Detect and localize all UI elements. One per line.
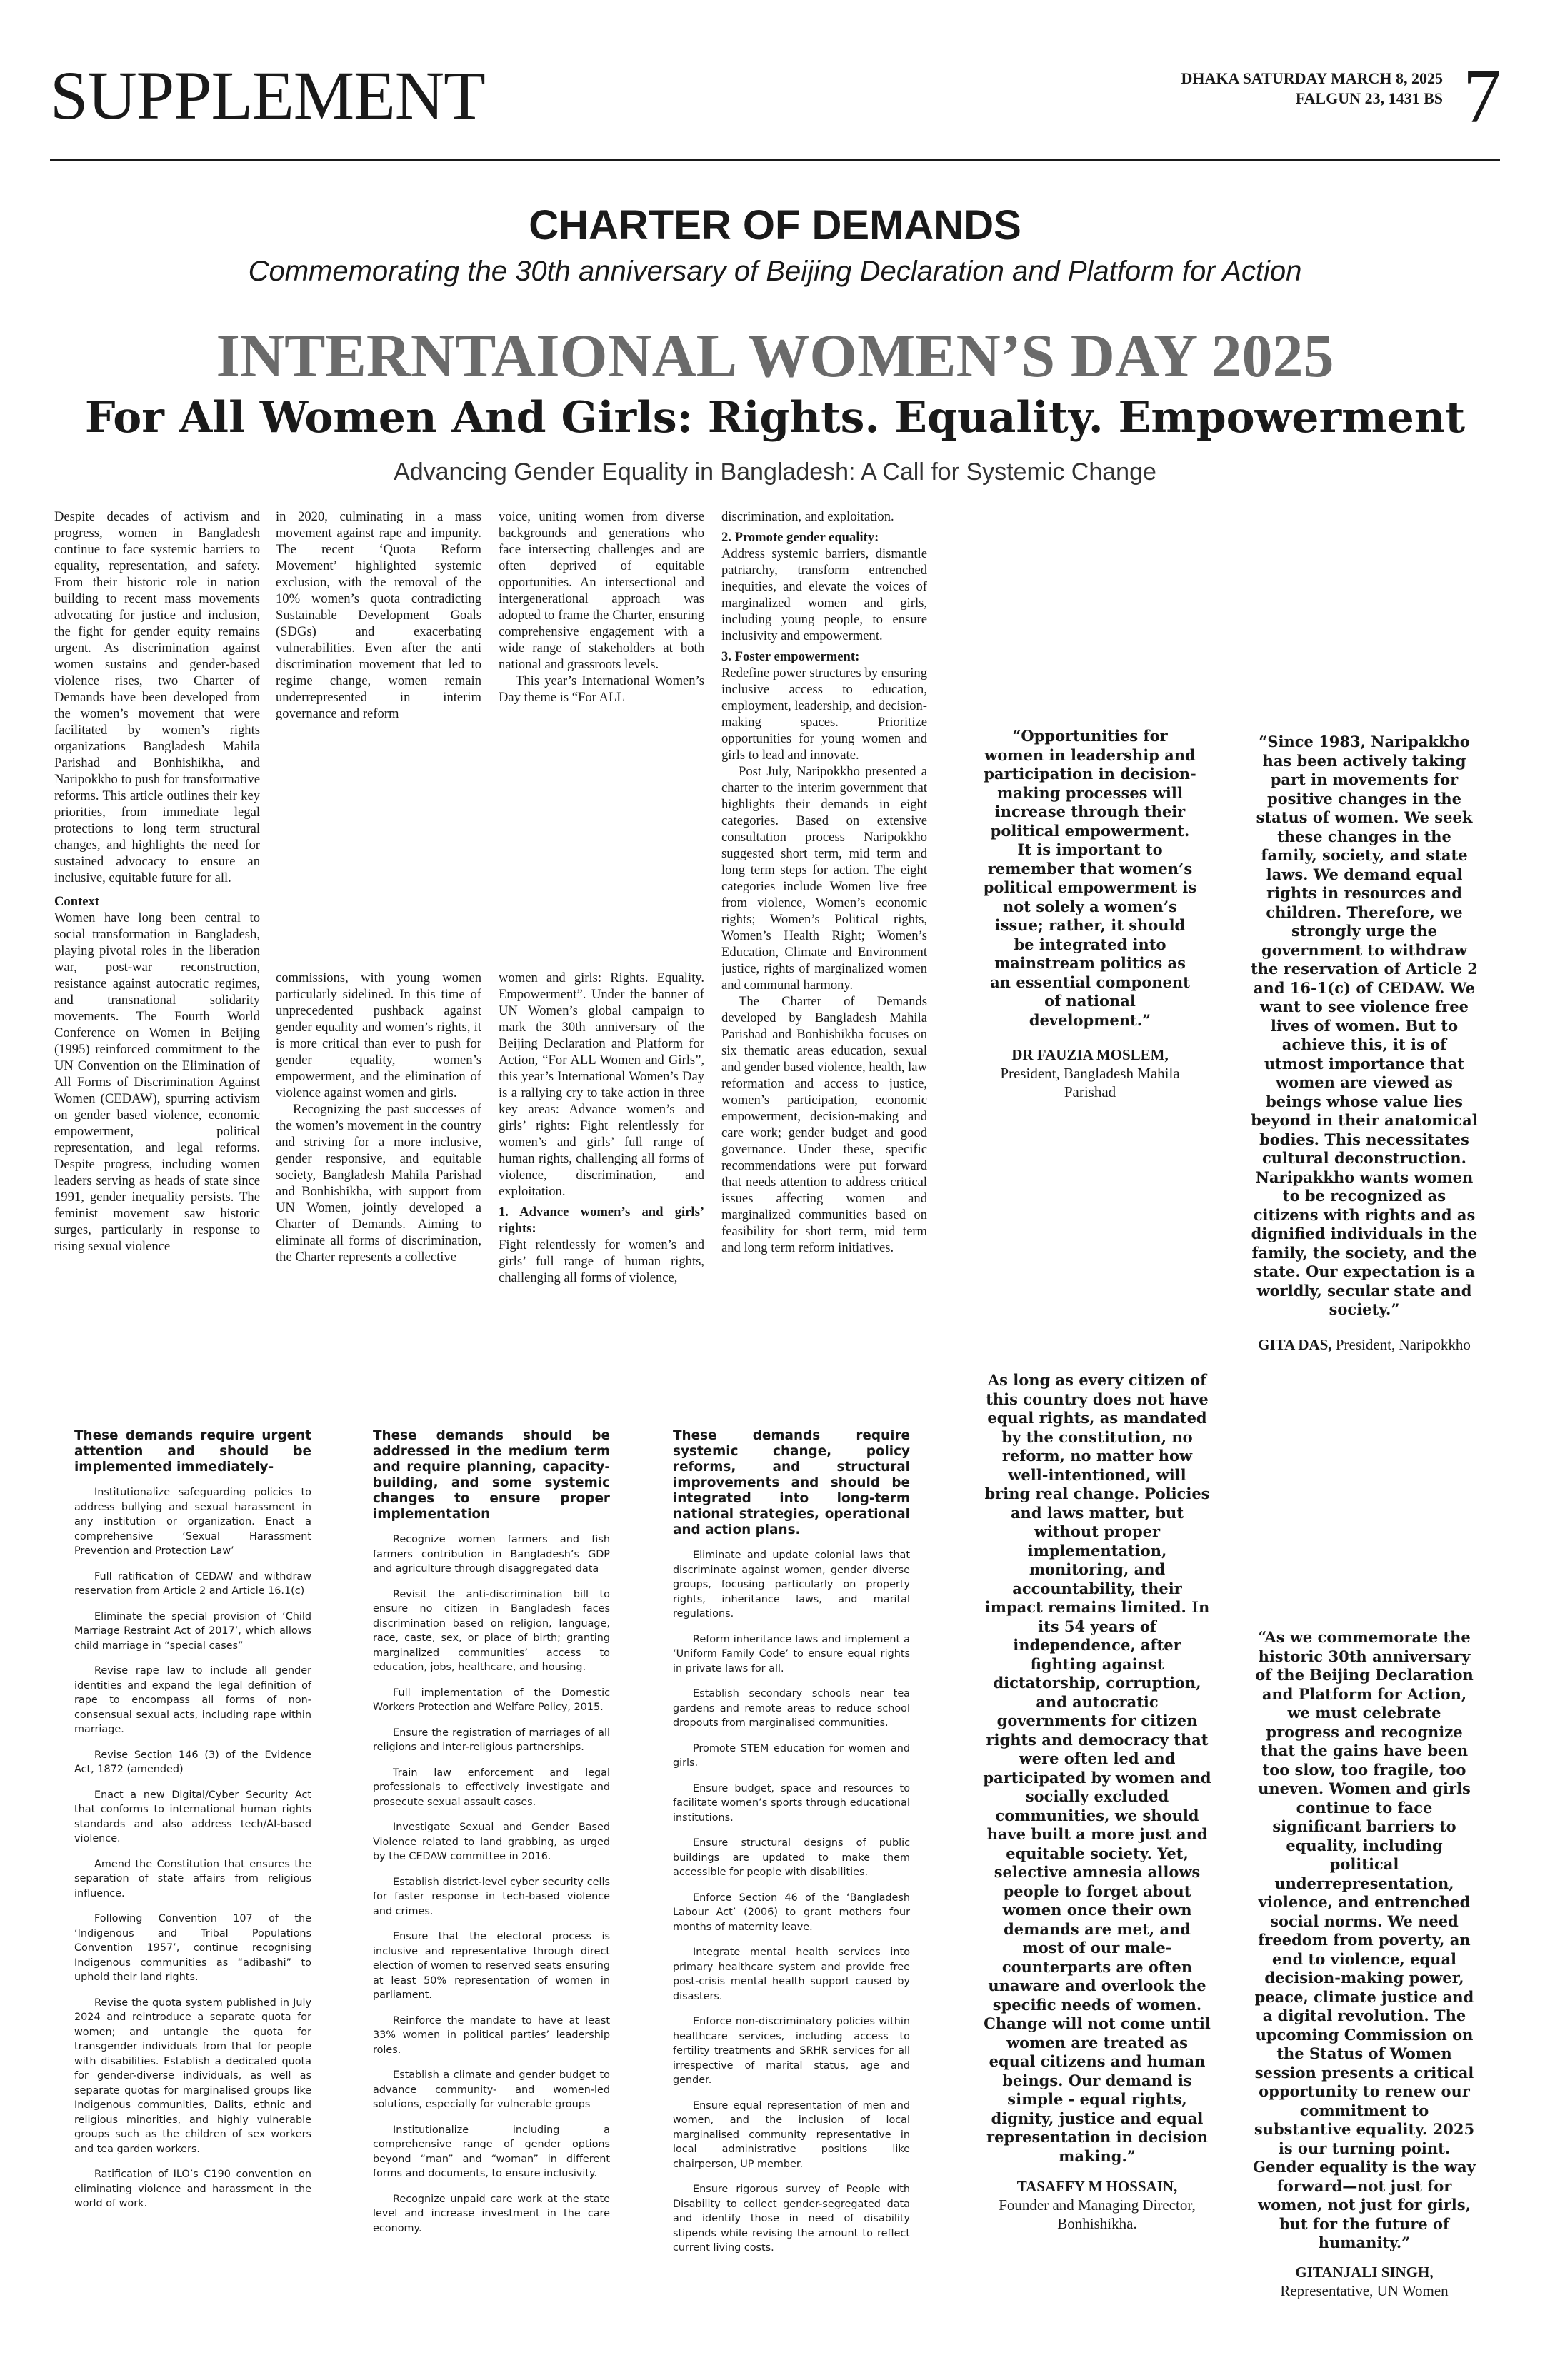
quote-text: As long as every citizen of this country does not have equal rights, as mandated by the constitution, no reform, no matter how well-intentioned, will bring real change. Policies and laws matter, but without proper implementation, monitoring, and accountability, their impact remains limited. In its 54 years of independence, after fighting against dictatorship, corruption, and autocratic governments for citizen rights and democracy that were often led and participated by women and socially excluded communities, we should have built a more just and equitable society. Yet, selective amnesia allows people to forget about women once their own demands are met, and most of our male-counterparts are often unaware and overlook the specific needs of women. Change will not come until women are treated as equal citizens and human beings. Our demand is simple - equal rights, dignity, justice and equal representation in decision making.”: [983, 1371, 1211, 2165]
article-paragraph: Fight relentlessly for women’s and girls’ full range of human rights, challenging all forms of violence,: [499, 1237, 704, 1285]
article-paragraph: voice, uniting women from diverse backgrounds and generations who face intersecting challenges and are often deprived of equitable opportunities. An intersectional and intergenerational approach was adopted to frame the Charter, ensuring comprehensive engagement with a wide range of stakeholders at both national and grassroots levels.: [499, 509, 704, 672]
quote-author: GITA DAS,: [1258, 1335, 1332, 1353]
demand-item: Institutionalize including a comprehensive range of gender options beyond “man” and “woman” in different forms and documents, to ensure inclusivity.: [373, 2124, 610, 2179]
demands-heading: These demands require urgent attention and should be implemented immediately-: [74, 1428, 311, 1475]
article-paragraph: discrimination, and exploitation.: [721, 509, 894, 524]
headline: For All Women And Girls: Rights. Equality. Empowerment: [84, 393, 1466, 443]
context-heading: Context: [54, 894, 99, 909]
masthead-rule: [50, 159, 1500, 161]
demand-item: Promote STEM education for women and girls.: [673, 1742, 910, 1769]
demand-item: Recognize women farmers and fish farmers contribution in Bangladesh’s GDP and agriculture through disaggregated data: [373, 1534, 610, 1575]
quote-author: DR FAUZIA MOSLEM,: [1011, 1046, 1169, 1063]
article-column-3-top: [499, 508, 704, 706]
dateline-bangla: FALGUN 23, 1431 BS: [1295, 89, 1443, 107]
article-paragraph: Address systemic barriers, dismantle patriarchy, transform entrenched inequities, and elevate the voices of marginalized women and girls, including young people, to ensure inclusivity and empowerment.: [721, 546, 927, 643]
page-number: 7: [1463, 54, 1501, 139]
demand-item: Ensure structural designs of public buildings are updated to make them accessible for people with disabilities.: [673, 1837, 910, 1878]
quote-author: GITANJALI SINGH,: [1295, 2263, 1434, 2281]
article-intro: Despite decades of activism and progress, women in Bangladesh continue to face systemic barriers to equality, representation, and safety. From their historic role in nation building to recent mass movements advocating for justice and inclusion, the fight for gender equity remains urgent. As discrimination against women sustains and gender-based violence rises, two Charter of Demands have been developed from the women’s movement that were facilitated by women’s rights organizations Bangladesh Mahila Parishad and Bonhishikha, and Naripokkho to push for transformative reforms. This article outlines their key priorities, from immediate legal protections to long term structural changes, and highlights the need for sustained advocacy to ensure an inclusive, equitable future for all.: [54, 509, 260, 885]
pull-quote-fauzia-moslem: [983, 727, 1197, 1101]
quote-author-role: Representative, UN Women: [1280, 2281, 1449, 2299]
demand-item: Ratification of ILO’s C190 convention on eliminating violence and harassment in the world of work.: [74, 2169, 311, 2209]
demand-item: Reform inheritance laws and implement a ‘Uniform Family Code’ to ensure equal rights in private laws for all.: [673, 1633, 910, 1674]
section-masthead: SUPPLEMENT: [50, 57, 485, 134]
quote-author: TASAFFY M HOSSAIN,: [1016, 2178, 1178, 2195]
article-paragraph: Redefine power structures by ensuring inclusive access to education, employment, leadership, and decision-making spaces. Prioritize opportunities for young women and girls to lead and innovate.: [721, 666, 927, 763]
article-column-2-bottom: [276, 970, 481, 1265]
demand-item: Revise rape law to include all gender identities and expand the legal definition of rape to encompass all forms of non-consensual sexual acts, including rape within marriage.: [74, 1665, 311, 1735]
article-paragraph: The Charter of Demands developed by Bangladesh Mahila Parishad and Bonhishikha focuses on six thematic areas education, sexual and gender based violence, health, law reformation and access to justice, women’s participation, economic empowerment, decision-making and care work; gender budget and good governance. Under these, specific recommendations were put forward that needs attention to address critical issues affecting women and marginalized communities based on feasibility for short term, mid term and long term reform initiatives.: [721, 994, 927, 1255]
demands-long-term: [673, 1428, 910, 2266]
demand-item: Revisit the anti-discrimination bill to ensure no citizen in Bangladesh faces discrimination based on religion, language, race, caste, sex, or place of birth; granting marginalized communities’ access to education, jobs, healthcare, and housing.: [373, 1588, 610, 1673]
article-column-2-top: [276, 508, 481, 722]
demand-item: Establish a climate and gender budget to advance community- and women-led solutions, especially for vulnerable groups: [373, 2069, 610, 2110]
demand-item: Eliminate the special provision of ‘Child Marriage Restraint Act of 2017’, which allows child marriage in “special cases”: [74, 1610, 311, 1652]
dateline: [1181, 69, 1443, 109]
demand-item: Recognize unpaid care work at the state level and increase investment in the care economy.: [373, 2193, 610, 2234]
demands-immediate: [74, 1428, 311, 2222]
article-paragraph: women and girls: Rights. Equality. Empowerment”. Under the banner of UN Women’s global campaign to mark the 30th anniversary of the Beijing Declaration and Platform for Action, “For ALL Women and Girls”, this year’s International Women’s Day is a rallying cry to take action in three key areas: Advance women’s and girls’ rights: Fight relentlessly for women’s and girls’ full range of human rights, challenging all forms of violence, discrimination, and exploitation.: [499, 970, 704, 1199]
demand-item: Ensure the registration of marriages of all religions and inter-religious partnerships.: [373, 1727, 610, 1753]
quote-attribution: [983, 2177, 1211, 2233]
demand-item: Enact a new Digital/Cyber Security Act that conforms to international human rights standards and also address tech/AI-based violence.: [74, 1789, 311, 1844]
kicker-subtitle: Commemorating the 30th anniversary of Beijing Declaration and Platform for Action: [248, 256, 1302, 287]
quote-author-role: President, Bangladesh Mahila Parishad: [1000, 1065, 1180, 1100]
quote-author-role: Founder and Managing Director, Bonhishikha.: [999, 2196, 1196, 2232]
demand-item: Ensure equal representation of men and women, and the inclusion of local marginalised community representative in local administrative positions like chairperson, UP member.: [673, 2099, 910, 2170]
article-column-4: [721, 508, 927, 1256]
demands-medium-term: [373, 1428, 610, 2246]
demand-item: Train law enforcement and legal professionals to effectively investigate and prosecute sexual assault cases.: [373, 1767, 610, 1808]
pull-quote-gitanjali-singh: [1251, 1628, 1477, 2300]
demands-heading: These demands require systemic change, policy reforms, and structural improvements and should be integrated into long-term national strategies, operational and action plans.: [673, 1428, 910, 1537]
deck: Advancing Gender Equality in Bangladesh: A Call for Systemic Change: [394, 458, 1156, 486]
demand-item: Investigate Sexual and Gender Based Violence related to land grabbing, as urged by the CEDAW committee in 2016.: [373, 1822, 610, 1862]
article-subhead-1: 1. Advance women’s and girls’ rights:: [499, 1205, 704, 1236]
page-title: INTERNTAIONAL WOMEN’S DAY 2025: [216, 321, 1334, 390]
demand-item: Ensure rigorous survey of People with Disability to collect gender-segregated data and identify those in need of disability stipends while revising the amount to reflect current living costs.: [673, 2184, 910, 2254]
demand-item: Enforce non-discriminatory policies within healthcare services, including access to fertility treatments and SRHR services for all irrespective of marital status, age and gender.: [673, 2016, 910, 2086]
demand-item: Eliminate and update colonial laws that discriminate against women, gender diverse groups, focusing particularly on property rights, inheritance laws, and marital regulations.: [673, 1550, 910, 1620]
demand-item: Enforce Section 46 of the ‘Bangladesh Labour Act’ (2006) to grant mothers four months of maternity leave.: [673, 1892, 910, 1933]
article-context: Women have long been central to social transformation in Bangladesh, playing pivotal roles in the liberation war, post-war reconstruction, resistance against autocratic regimes, and transnational solidarity movements. The Fourth World Conference on Women in Beijing (1995) reinforced commitment to the UN Convention on the Elimination of All Forms of Discrimination Against Women (CEDAW), spurring activism on gender based violence, economic empowerment, political representation, and legal reforms. Despite progress, including women leaders serving as heads of state since 1991, gender inequality persists. The feminist movement saw historic surges, particularly in response to rising sexual violence: [54, 910, 260, 1254]
quote-attribution: [1250, 1335, 1479, 1354]
demand-item: Following Convention 107 of the ‘Indigenous and Tribal Populations Convention 1957’, continue recognising Indigenous communities as “adibashi” to uphold their land rights.: [74, 1913, 311, 1983]
quote-text: “As we commemorate the historic 30th anniversary of the Beijing Declaration and Platform for Action, we must celebrate progress and recognize that the gains have been too slow, too fragile, too uneven. Women and girls continue to face significant barriers to equality, including political underrepresentation, violence, and entrenched social norms. We need freedom from poverty, an end to violence, equal decision-making power, peace, climate justice and a digital revolution. The upcoming Commission on the Status of Women session presents a critical opportunity to renew our commitment to substantive equality. 2025 is our turning point. Gender equality is the way forward—not just for women, not just for girls, but for the future of humanity.”: [1253, 1628, 1476, 2251]
demand-item: Establish secondary schools near tea gardens and remote areas to reduce school dropouts from marginalised communities.: [673, 1688, 910, 1729]
quote-author-role: President, Naripokkho: [1335, 1335, 1471, 1353]
article-paragraph: commissions, with young women particularly sidelined. In this time of unprecedented pushback against gender equality and women’s rights, it is more critical than ever to push for gender equality, women’s empowerment, and the elimination of violence against women and girls.: [276, 970, 481, 1100]
demand-item: Full ratification of CEDAW and withdraw reservation from Article 2 and Article 16.1(c): [74, 1570, 311, 1597]
article-subhead-3: 3. Foster empowerment:: [721, 649, 860, 664]
quote-text: “Since 1983, Naripakkho has been actively taking part in movements for positive changes in the status of women. We seek these changes in the family, society, and state laws. We demand equal rights in resources and children. Therefore, we strongly urge the government to withdraw the reservation of Article 2 and 16-1(c) of CEDAW. We want to see violence free lives of women. But to achieve this, it is of utmost importance that women are viewed as beings whose value lies beyond in their anatomical bodies. This necessitates cultural deconstruction. Naripakkho wants women to be recognized as citizens with rights and as dignified individuals in the family, the society, and the state. Our expectation is a worldly, secular state and society.”: [1251, 733, 1478, 1318]
demand-item: Integrate mental health services into primary healthcare system and provide free post-crisis mental health support caused by disasters.: [673, 1947, 910, 2002]
demand-item: Revise Section 146 (3) of the Evidence Act, 1872 (amended): [74, 1749, 311, 1775]
quote-text: “Opportunities for women in leadership and participation in decision-making processes will increase through their political empowerment. It is important to remember that women’s political empowerment is not solely a women’s issue; rather, it should be integrated into mainstream politics as an essential component of national development.”: [983, 727, 1197, 1029]
demand-item: Institutionalize safeguarding policies to address bullying and sexual harassment in any institution or organization. Enact a comprehensive ‘Sexual Harassment Prevention and Protection Law’: [74, 1487, 311, 1557]
article-paragraph: Recognizing the past successes of the women’s movement in the country and striving for a more inclusive, gender responsive, and equitable society, Bangladesh Mahila Parishad and Bonhishikha, with support from UN Women, jointly developed a Charter of Demands. Aiming to eliminate all forms of discrimination, the Charter represents a collective: [276, 1102, 481, 1265]
demand-item: Reinforce the mandate to have at least 33% women in political parties’ leadership roles.: [373, 2014, 610, 2056]
demands-heading: These demands should be addressed in the medium term and require planning, capacity-building, and some systemic changes to ensure proper implementation: [373, 1428, 610, 1522]
article-paragraph: Post July, Naripokkho presented a charter to the interim government that highlights their demands in eight categories. Based on extensive consultation process Naripokkho suggested short term, mid term and long term steps for action. The eight categories include Women live free from violence, Women’s economic rights; Women’s Political rights, Women’s Health Right; Women’s Education, Climate and Environment justice, rights of marginalized women and communal harmony.: [721, 764, 927, 993]
article-subhead-2: 2. Promote gender equality:: [721, 530, 879, 545]
dateline-gregorian: DHAKA SATURDAY MARCH 8, 2025: [1181, 69, 1443, 87]
pull-quote-tasaffy-hossain: [983, 1371, 1211, 2233]
quote-attribution: [983, 1045, 1197, 1101]
quote-attribution: [1251, 2263, 1477, 2300]
article-paragraph: This year’s International Women’s Day theme is “For ALL: [499, 673, 704, 705]
demand-item: Revise the quota system published in July 2024 and reintroduce a separate quota for women; and untangle the quota for transgender individuals from that for people with disabilities. Establish a dedicated quota for gender-diverse individuals, as well as separate quotas for marginalised groups like Indigenous communities, Dalits, ethnic and religious minorities, and highly vulnerable groups such as the children of sex workers and tea garden workers.: [74, 1997, 311, 2155]
demand-item: Full implementation of the Domestic Workers Protection and Welfare Policy, 2015.: [373, 1687, 610, 1713]
demand-item: Establish district-level cyber security cells for faster response in tech-based violence and crimes.: [373, 1876, 610, 1917]
pull-quote-gita-das: [1250, 733, 1479, 1354]
demand-item: Amend the Constitution that ensures the separation of state affairs from religious influence.: [74, 1858, 311, 1899]
article-paragraph: in 2020, culminating in a mass movement against rape and impunity. The recent ‘Quota Reform Movement’ highlighted systemic exclusion, with the removal of the 10% women’s quota contradicting Sustainable Development Goals (SDGs) and exacerbating vulnerabilities. Even after the anti discrimination movement that led to regime change, women remain underrepresented in interim governance and reform: [276, 509, 481, 721]
kicker: CHARTER OF DEMANDS: [529, 202, 1021, 248]
demand-item: Ensure that the electoral process is inclusive and representative through direct election of women to reserved seats ensuring at least 50% representation of women in parliament.: [373, 1931, 610, 2001]
article-column-1: [54, 508, 260, 1255]
article-column-3-bottom: [499, 970, 704, 1286]
demand-item: Ensure budget, space and resources to facilitate women’s sports through educational institutions.: [673, 1782, 910, 1824]
